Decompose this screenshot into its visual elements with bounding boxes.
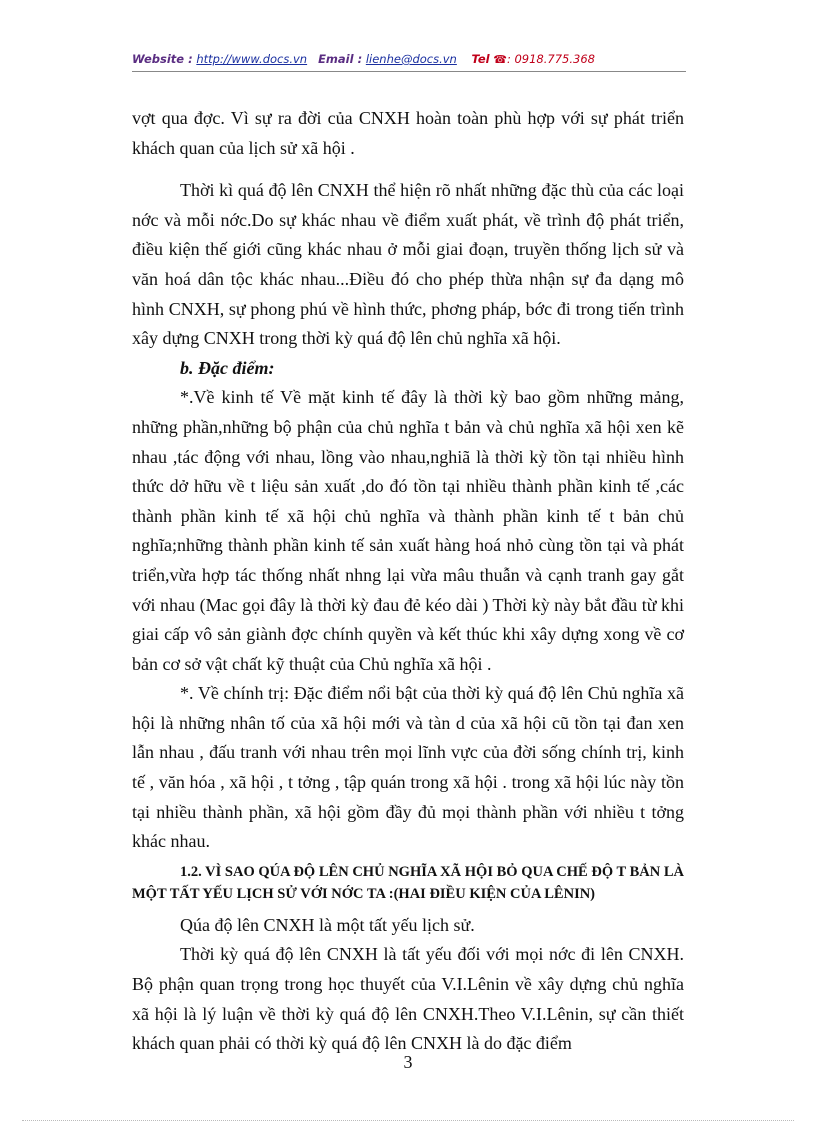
phone-number: : 0918.775.368 xyxy=(506,52,595,66)
website-link[interactable]: http://www.docs.vn xyxy=(196,52,308,66)
website-label: Website : xyxy=(132,52,193,66)
paragraph: *.Về kinh tế Về mặt kinh tế đây là thời kỳ bao gồm những mảng, những phần,những bộ phận của chủ nghĩa t bản và chủ nghĩa xã hội xen kẽ nhau ,tác động với nhau, lồng vào nhau,nghiã là thời kỳ tồn tại nhiều hình thức dở hữu về t liệu sản xuất ,do đó tồn tại nhiều thành phần kinh tế ,các thành phần kinh tế xã hội chủ nghĩa và thành phần kinh tế t bản chủ nghĩa;những thành phần kinh tế sản xuất hàng hoá nhỏ cùng tồn tại và phát triển,vừa hợp tác thống nhất nhng lại vừa mâu thuẫn và cạnh tranh gay gắt với nhau (Mac gọi đây là thời kỳ đau đẻ kéo dài ) Thời kỳ này bắt đầu từ khi giai cấp vô sản giành đợc chính quyền và kết thúc khi xây dựng xong về cơ bản cơ sở vật chất kỹ thuật của Chủ nghĩa xã hội . xyxy=(132,387,684,674)
header-divider xyxy=(132,71,686,72)
paragraph: Thời kì quá độ lên CNXH thể hiện rõ nhất những đặc thù của các loại nớc và mỗi nớc.Do sự khác nhau về điểm xuất phát, về trình độ phát triển, điều kiện thế giới cũng khác nhau ở mỗi giai đoạn, truyền thống lịch sử và văn hoá dân tộc khác nhau...Điều đó cho phép thừa nhận sự đa dạng mô hình CNXH, sự phong phú về hình thức, phơng pháp, bớc đi trong tiến trình xây dựng CNXH trong thời kỳ quá độ lên chủ nghĩa xã hội. xyxy=(132,180,684,349)
email-link[interactable]: lienhe@docs.vn xyxy=(365,52,457,66)
subheading: b. Đặc điểm: xyxy=(180,357,275,378)
page-bottom-border xyxy=(22,1120,794,1121)
phone-icon: ☎ xyxy=(493,53,507,66)
page-number: 3 xyxy=(403,1052,413,1072)
paragraph: vợt qua đợc. Vì sự ra đời của CNXH hoàn toàn phù hợp với sự phát triển khách quan của lịch sử xã hội . xyxy=(132,108,684,158)
email-label: Email : xyxy=(318,52,363,66)
document-body xyxy=(132,104,684,1059)
paragraph: Thời kỳ quá độ lên CNXH là tất yếu đối với mọi nớc đi lên CNXH. Bộ phận quan trọng trong học thuyết của V.I.Lênin về xây dựng chủ nghĩa xã hội là lý luận về thời kỳ quá độ lên CNXH.Theo V.I.Lênin, sự cần thiết khách quan phải có thời kỳ quá độ lên CNXH là do đặc điểm xyxy=(132,944,684,1054)
page-header xyxy=(132,52,682,66)
section-heading: 1.2. VÌ SAO QÚA ĐỘ LÊN CHỦ NGHĨA XÃ HỘI BỎ QUA CHẾ ĐỘ T BẢN LÀ MỘT TẤT YẾU LỊCH SỬ VỚI NỚC TA :(HAI ĐIỀU KIỆN CỦA LÊNIN) xyxy=(132,863,684,902)
paragraph: Qúa độ lên CNXH là một tất yếu lịch sử. xyxy=(180,914,475,935)
tel-label: Tel xyxy=(471,52,490,66)
paragraph: *. Về chính trị: Đặc điểm nổi bật của thời kỳ quá độ lên Chủ nghĩa xã hội là những nhân tố của xã hội mới và tàn d của xã hội cũ tồn tại đan xen lẫn nhau , đấu tranh với nhau trên mọi lĩnh vực của đời sống chính trị, kinh tế , văn hóa , xã hội , t tởng , tập quán trong xã hội . trong xã hội lúc này tồn tại nhiều thành phần, xã hội gồm đầy đủ mọi thành phần với nhiều t tởng khác nhau. xyxy=(132,683,684,852)
